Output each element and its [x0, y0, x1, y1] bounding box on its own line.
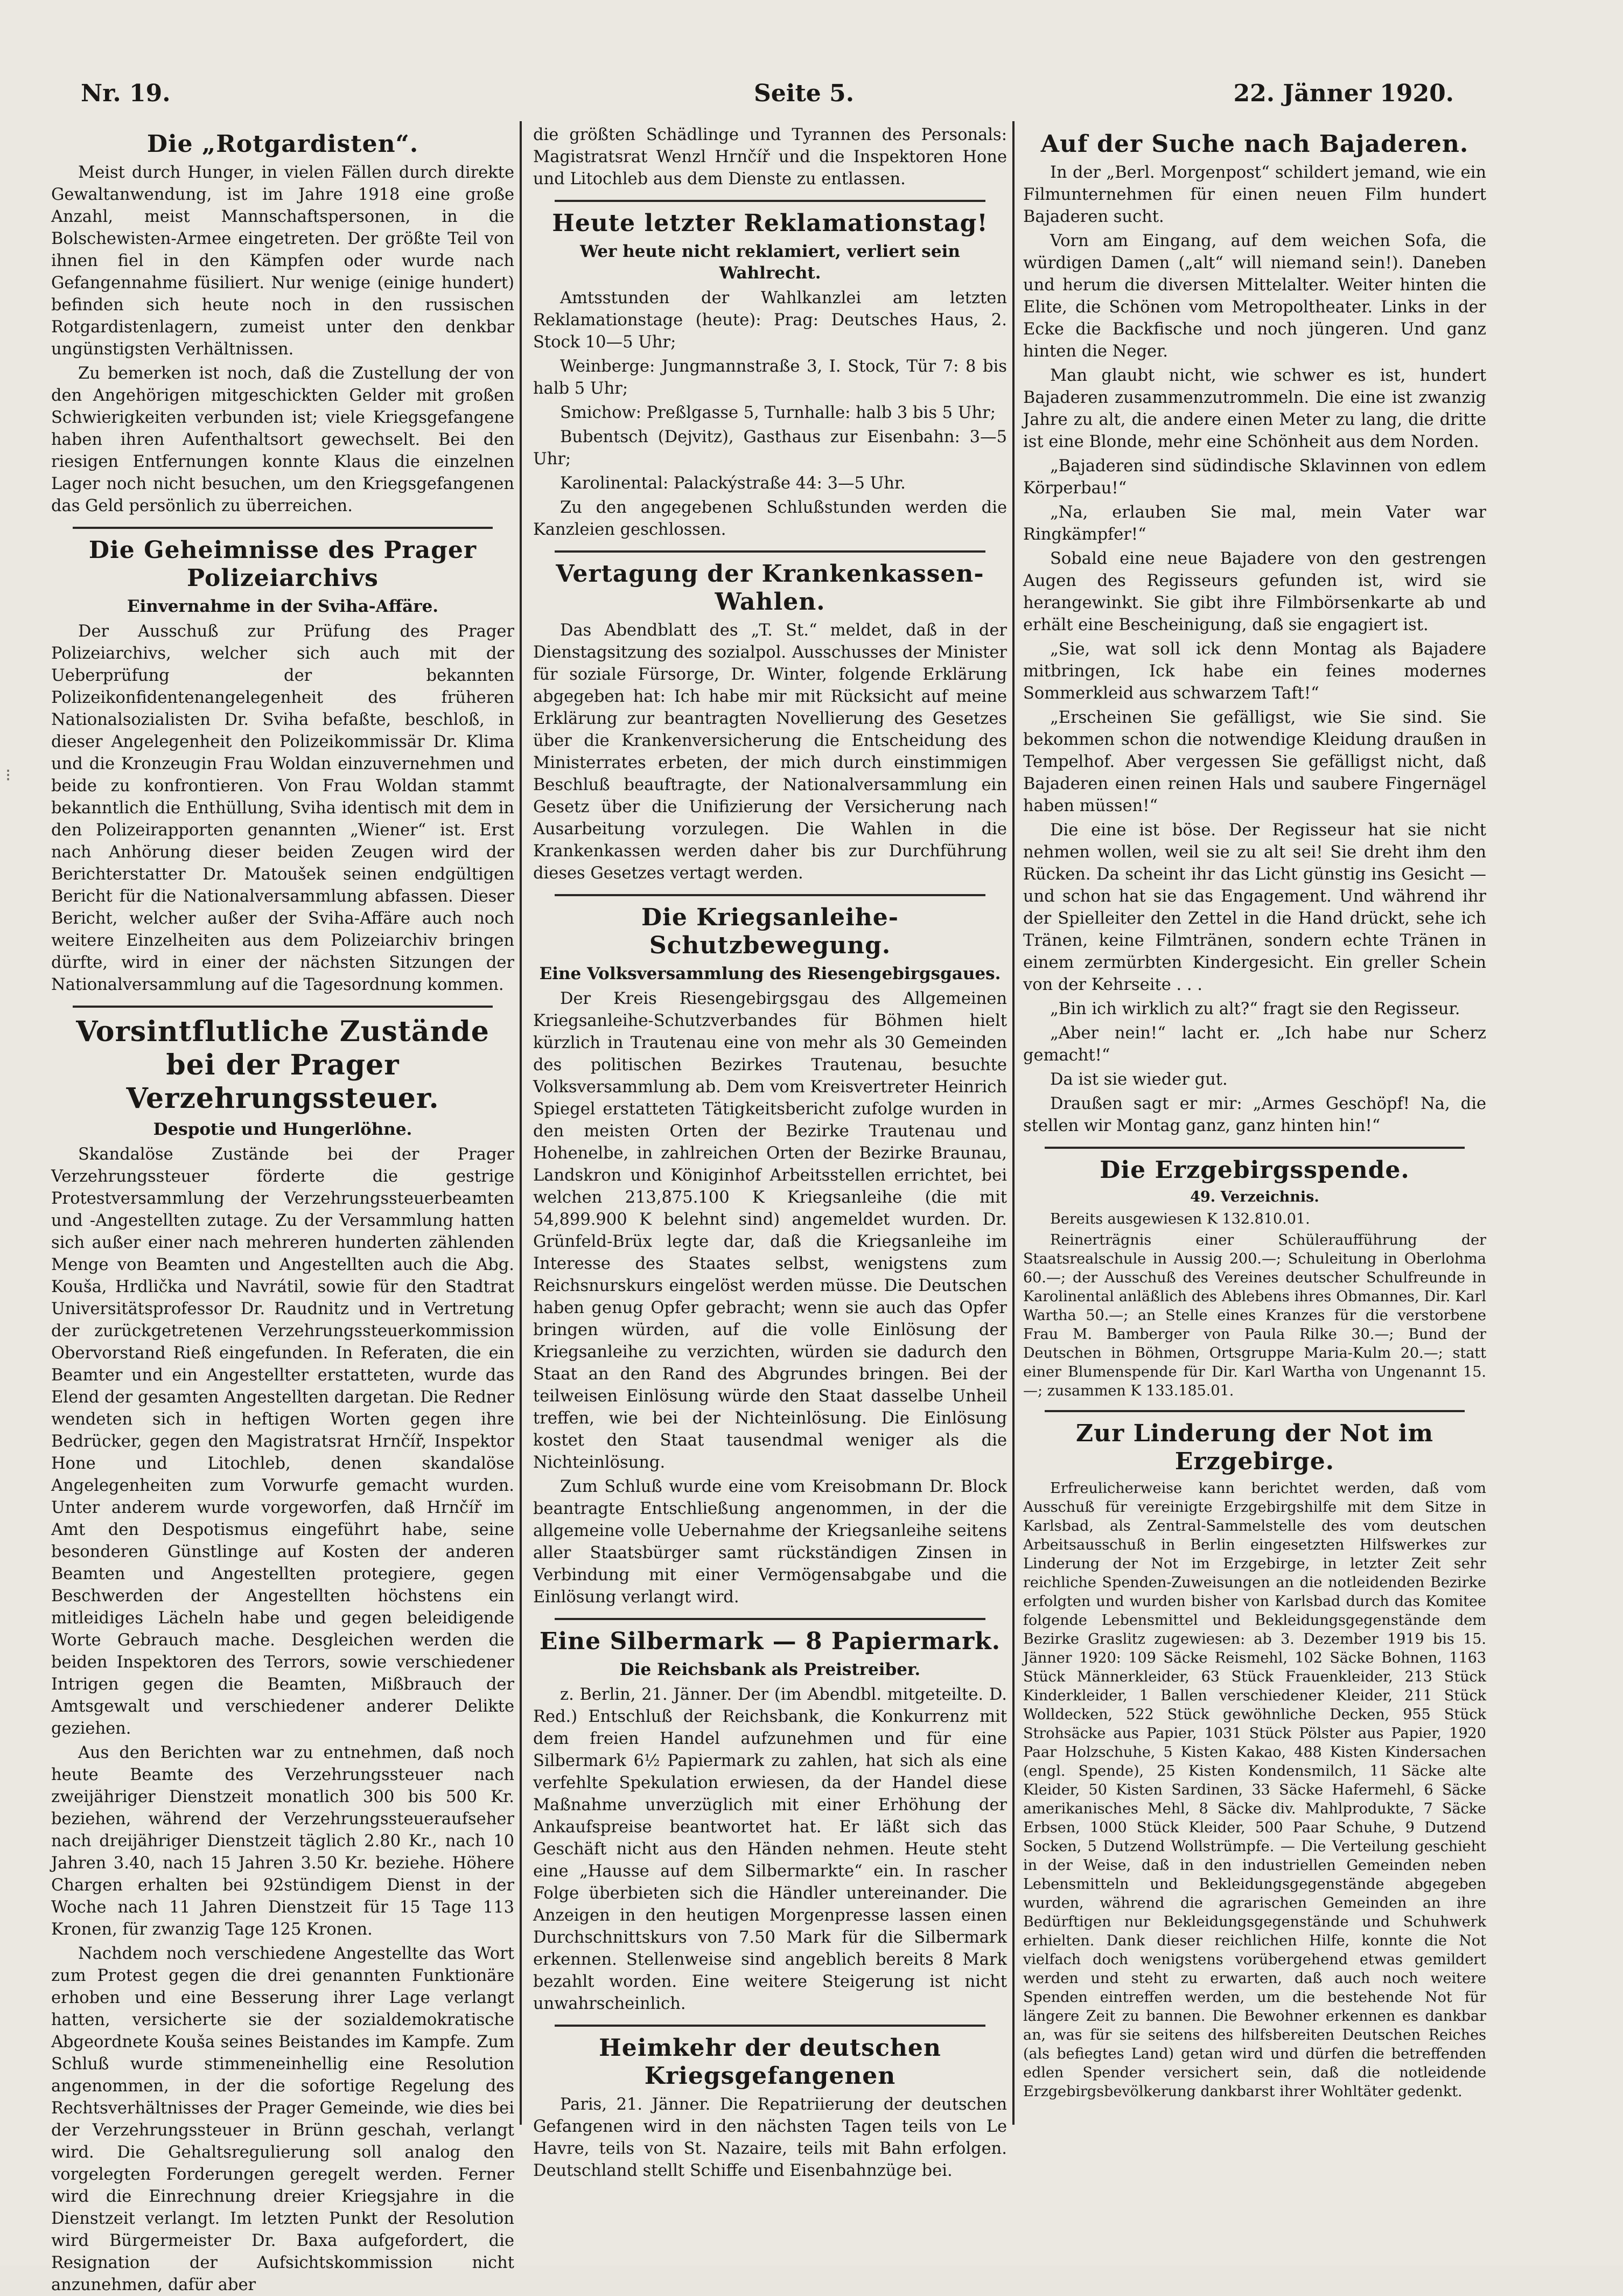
article-paragraph: „Sie, wat soll ick denn Montag als Bajadere mitbringen, Ick habe ein feines modernes Sommerkleid aus schwarzem Taft!“: [1023, 640, 1486, 703]
article-separator: [555, 2025, 985, 2027]
article-paragraph: Erfreulicherweise kann berichtet werden, daß vom Ausschuß für vereinigte Erzgebirgshilfe mit dem Sitze in Karlsbad, als Zentral-Sammelstelle des vom deutschen Arbeitsausschuß in Berlin eingesetzten Hilfswerkes zur Linderung der Not im Erzgebirge, in letzter Zeit sehr reichliche Spenden-Zuweisungen an die notleidenden Bezirke erfolgten und wurden bisher von Karlsbad durch das Komitee folgende Lebensmittel und Bekleidungsgegenstände dem Bezirke Graslitz zugewiesen: ab 3. Dezember 1919 bis 15. Jänner 1920: 109 Säcke Reismehl, 102 Säcke Bohnen, 1163 Stück Männerkleider, 63 Stück Frauenkleider, 213 Stück Kinderkleider, 1 Ballen verschiedener Kleider, 211 Stück Wolldecken, 522 Stück gewöhnliche Decken, 955 Stück Strohsäcke aus Papier, 1031 Stück Pölster aus Papier, 1920 Paar Holzschuhe, 5 Kisten Kakao, 488 Kisten Kindersachen (engl. Spende), 25 Kisten Kondensmilch, 11 Säcke alte Kleider, 50 Kisten Sardinen, 33 Säcke Hafermehl, 6 Säcke amerikanisches Mehl, 8 Säcke div. Mahlprodukte, 7 Säcke Erbsen, 1000 Stück Kleider, 500 Paar Schuhe, 9 Dutzend Socken, 5 Dutzend Wollstrümpfe. — Die Verteilung geschieht in der Weise, daß in den industriellen Gemeinden neben Lebensmitteln und Bekleidungsgegenstände abgegeben wurden, während die agrarischen Gemeinden an ihre Bedürftigen nur Bekleidungsgegenstände und Schuhwerk erhielten. Dank dieser reichlichen Hilfe, konnte die Not vielfach doch wenigstens vorübergehend etwas gemildert werden und steht zu erwarten, daß auch noch weitere Spenden eintreffen werden, um die bestehende Not für längere Zeit zu bannen. Die Bewohner erkennen es dankbar an, was für sie seitens des hilfsbereiten Deutschen Reiches (als befiegtes Land) getan wird und dürfen die betreffenden edlen Spender versichert sein, daß die notleidende Erzgebirgsbevölkerung dankbarst ihrer Wohltäter gedenkt.: [1023, 1480, 1486, 2100]
issue-date: 22. Jänner 1920.: [1233, 80, 1454, 107]
article-paragraph: Vorn am Eingang, auf dem weichen Sofa, die würdigen Damen („alt“ will niemand sein!). Daneben und herum die diversen Mittelalter. Weiter hinten die Elite, die Schönen vom Metropoltheater. Links in der Ecke die Backfische und noch jüngeren. Und ganz hinten die Neger.: [1023, 232, 1486, 361]
article-paragraph: „Bajaderen sind südindische Sklavinnen von edlem Körperbau!“: [1023, 457, 1486, 498]
article-title-erzgebirgsspende: Die Erzgebirgsspende.: [1100, 1156, 1410, 1184]
article-paragraph: Zu bemerken ist noch, daß die Zustellung der von den Angehörigen mitgeschickten Gelder mit großen Schwierigkeiten verbunden ist; viele Kriegsgefangene haben ihren Aufenthaltsort gewechselt. Bei den riesigen Entfernungen konnte Klaus die einzelnen Lager noch nicht besuchen, um den Kriegsgefangenen das Geld persönlich zu überreichen.: [51, 364, 514, 515]
article-subtitle: Despotie und Hungerlöhne.: [153, 1120, 412, 1139]
article-title-silbermark: Eine Silbermark — 8 Papiermark.: [539, 1628, 1001, 1655]
article-title-rotgardisten: Die „Rotgardisten“.: [146, 130, 419, 158]
article-paragraph: Sobald eine neue Bajadere von den gestrengen Augen des Regisseurs gefunden ist, wird sie herangewinkt. Sie gibt ihre Filmbörsenkarte ab und erhält eine Bescheinigung, daß sie engagiert ist.: [1023, 549, 1486, 634]
article-subtitle: 49. Verzeichnis.: [1190, 1189, 1319, 1205]
article-paragraph: Draußen sagt er mir: „Armes Geschöpf! Na, die stellen wir Montag ganz, ganz hinten hin!“: [1023, 1094, 1486, 1135]
article-paragraph: Der Ausschuß zur Prüfung des Prager Polizeiarchivs, welcher sich auch mit der Ueberprüfung der bekannten Polizeikonfidentenangelegenheit des früheren Nationalsozialisten Dr. Sviha befaßte, beschloß, in dieser Angelegenheit den Polizeikommissär Dr. Klima und die Kronzeugin Frau Woldan einzuvernehmen und beide zu konfrontieren. Von Frau Woldan stammt bekanntlich die Enthüllung, Sviha identisch mit dem in den Polizeirapporten genannten „Wiener“ ist. Erst nach Anhörung dieser beiden Zeugen wird der Berichterstatter Dr. Matoušek seinen endgültigen Bericht für die Nationalversammlung abfassen. Dieser Bericht, welcher außer der Sviha-Affäre auch noch weitere Einzelheiten aus dem Polizeiarchiv bringen dürfte, wird in einer der nächsten Sitzungen der Nationalversammlung auf die Tagesordnung kommen.: [51, 622, 514, 994]
article-title-kriegsanleihe: Die Kriegsanleihe-Schutzbewegung.: [641, 904, 899, 959]
column-rule-2: [1012, 121, 1015, 2125]
article-paragraph: „Bin ich wirklich zu alt?“ fragt sie den Regisseur.: [1050, 1000, 1460, 1018]
article-title-verzehrungssteuer: Vorsintflutliche Zustände bei der Prager Verzehrungssteuer.: [76, 1015, 489, 1115]
article-title-linderung: Zur Linderung der Not im Erzgebirge.: [1076, 1420, 1433, 1475]
column-3: [1023, 124, 1486, 2147]
article-paragraph: Reinerträgnis einer Schüleraufführung der Staatsrealschule in Aussig 200.—; Schuleitung in Oberlohma 60.—; der Ausschuß des Vereines deutscher Schulfreunde in Karolinental anläßlich des Ablebens ihres Obmannes, Dir. Karl Wartha 50.—; an Stelle eines Kranzes für die verstorbene Frau M. Bamberger von Paula Rilke 30.—; Bund der Deutschen in Böhmen, Ortsgruppe Maria-Kulm 20.—; statt einer Blumenspende für Dir. Karl Wartha von Ungenannt 15.—; zusammen K 133.185.01.: [1023, 1232, 1486, 1399]
article-paragraph: Amtsstunden der Wahlkanzlei am letzten Reklamationstage (heute): Prag: Deutsches Haus, 2. Stock 10—5 Uhr;: [533, 289, 1007, 352]
article-paragraph: Karolinental: Palackýstraße 44: 3—5 Uhr.: [560, 474, 906, 493]
article-paragraph: Weinberge: Jungmannstraße 3, I. Stock, Tür 7: 8 bis halb 5 Uhr;: [533, 357, 1007, 398]
article-subtitle: Wer heute nicht reklamiert, verliert sein Wahlrecht.: [580, 242, 960, 283]
article-paragraph: „Aber nein!“ lacht er. „Ich habe nur Scherz gemacht!“: [1023, 1024, 1486, 1065]
article-separator: [73, 1006, 493, 1008]
article-paragraph: Paris, 21. Jänner. Die Repatriierung der deutschen Gefangenen wird in den nächsten Tagen teils von Le Havre, teils von St. Nazaire, teils mit Bahn erfolgen. Deutschland stellt Schiffe und Eisenbahnzüge bei.: [533, 2095, 1007, 2180]
article-paragraph: Da ist sie wieder gut.: [1050, 1070, 1228, 1089]
article-paragraph: Nachdem noch verschiedene Angestellte das Wort zum Protest gegen die drei genannten Funktionäre erhoben und eine Besserung ihrer Lage verlangt hatten, versicherte sie der sozialdemokratische Abgeordnete Kouša seines Beistandes im Kampfe. Zum Schluß wurde stimmeneinhellig eine Resolution angenommen, in der die sofortige Regelung des Rechtsverhältnisses der Prager Gemeinde, wie dies bei der Verzehrungssteuer in Brünn geschah, verlangt wird. Die Gehaltsregulierung soll analog den vorgelegten Forderungen geregelt werden. Ferner wird die Einrechnung dreier Kriegsjahre in die Dienstzeit verlangt. Im letzten Punkt der Resolution wird Bürgermeister Dr. Baxa aufgefordert, die Resignation der Aufsichtskommission nicht anzunehmen, dafür aber: [51, 1944, 514, 2294]
article-paragraph: Bereits ausgewiesen K 132.810.01.: [1050, 1211, 1310, 1227]
article-paragraph: Skandalöse Zustände bei der Prager Verzehrungssteuer förderte die gestrige Protestversammlung der Verzehrungssteuerbeamten und -Angestellten zutage. Zu der Versammlung hatten sich außer einer nach mehreren hunderten zählenden Menge von Beamten und Angestellten auch die Abg. Kouša, Hrdlička und Navrátil, sowie für den Stadtrat Universitätsprofessor Dr. Raudnitz und in Vertretung der zurückgetretenen Verzehrungssteuerkommission Obervorstand Rieß eingefunden. In Referaten, die ein Beamter und ein Angestellter erstatteten, wurde das Elend der gesamten Angestellten dargetan. Die Redner wendeten sich in heftigen Worten gegen ihre Bedrücker, gegen den Magistratsrat Hrnčíř, Inspektor Hone und Litochleb, denen skandalöse Angelegenheiten zum Vorwurfe gemacht wurden. Unter anderem wurde vorgeworfen, daß Hrnčíř im Amt den Despotismus eingeführt habe, seine besonderen Günstlinge auf Kosten der anderen Beamten und Angestellten protegiere, gegen Beschwerden der Angestellten höchstens ein mitleidiges Lächeln habe und gegen beleidigende Worte Gebrauch mache. Desgleichen werden die beiden Inspektoren des Terrors, sowie verschiedener Intrigen gegen die Beamten, Mißbrauch der Amtsgewalt und verschiedener anderer Delikte geziehen.: [51, 1145, 514, 1738]
article-subtitle: Eine Volksversammlung des Riesengebirgsgaues.: [539, 964, 1001, 983]
article-paragraph: Der Kreis Riesengebirgsgau des Allgemeinen Kriegsanleihe-Schutzverbandes für Böhmen hielt kürzlich in Trautenau eine von mehr als 30 Gemeinden des politischen Bezirkes Trautenau, besuchte Volksversammlung ab. Dem vom Kreisvertreter Heinrich Spiegel erstatteten Tätigkeitsbericht zufolge wurden in den meisten Orten der Bezirke Trautenau und Hohenelbe, in zahlreichen Orten der Bezirke Braunau, Landskron und Königinhof Arbeitsstellen errichtet, bei welchen 213,875.100 K Kriegsanleihe (die mit 54,899.900 K belehnt sind) angemeldet wurden. Dr. Grünfeld-Brüx legte dar, daß die Kriegsanleihe im Interesse des Staates selbst, wenigstens zum Reichsnurskurs eingelöst werden müsse. Die Deutschen haben genug Opfer gebracht; wenn sie auch das Opfer bringen würden, auf die volle Einlösung der Kriegsanleihe zu verzichten, würden sie dadurch den Staat an den Rand des Abgrundes bringen. Bei der teilweisen Einlösung würde den Staat dasselbe Unheil treffen, wie bei der Nichteinlösung. Die Einlösung kostet den Staat tausendmal weniger als die Nichteinlösung.: [533, 989, 1007, 1472]
margin-mark: ⁝: [5, 765, 11, 785]
article-title-krankenkassen: Vertagung der Krankenkassen-Wahlen.: [556, 560, 984, 616]
issue-number: Nr. 19.: [81, 80, 171, 107]
article-separator: [555, 550, 985, 553]
article-title-reklamationstag: Heute letzter Reklamationstag!: [552, 210, 988, 237]
page-number: Seite 5.: [754, 80, 855, 107]
article-separator: [555, 200, 985, 202]
article-subtitle: Die Reichsbank als Preistreiber.: [619, 1660, 921, 1679]
article-title-kriegsgefangene: Heimkehr der deutschen Kriegsgefangenen: [599, 2034, 941, 2090]
article-paragraph: In der „Berl. Morgenpost“ schildert jemand, wie ein Filmunternehmen für einen neuen Film hundert Bajaderen sucht.: [1023, 163, 1486, 226]
article-title-polizeiarchiv: Die Geheimnisse des Prager Polizeiarchivs: [88, 536, 477, 592]
article-paragraph: „Erscheinen Sie gefälligst, wie Sie sind. Sie bekommen schon die notwendige Kleidung draußen in Tempelhof. Aber vergessen Sie gefälligst nicht, daß Bajaderen einen reinen Hals und saubere Fingernägel haben müssen!“: [1023, 708, 1486, 815]
article-paragraph: Zu den angegebenen Schlußstunden werden die Kanzleien geschlossen.: [533, 498, 1007, 539]
article-title-bajaderen: Auf der Suche nach Bajaderen.: [1040, 130, 1469, 158]
article-separator: [555, 1618, 985, 1620]
article-paragraph: Bubentsch (Dejvitz), Gasthaus zur Eisenbahn: 3—5 Uhr;: [533, 428, 1007, 469]
article-subtitle: Einvernahme in der Sviha-Affäre.: [127, 597, 439, 616]
article-paragraph: Smichow: Preßlgasse 5, Turnhalle: halb 3 bis 5 Uhr;: [560, 403, 996, 422]
article-paragraph: z. Berlin, 21. Jänner. Der (im Abendbl. mitgeteilte. D. Red.) Entschluß der Reichsbank, die Konkurrenz mit dem freien Handel aufzunehmen und für eine Silbermark 6½ Papiermark zu zahlen, hat sich als eine verfehlte Spekulation erwiesen, da der Handel diese Maßnahme unverzüglich mit einer Erhöhung der Ankaufspreise beantwortet hat. Er läßt sich das Geschäft nicht aus den Händen nehmen. Heute steht eine „Hausse auf dem Silbermarkte“ ein. In rascher Folge überbieten sich die Händler untereinander. Die Anzeigen in den heutigen Morgenpresse lassen einen Durchschnittskurs von 7.50 Mark für die Silbermark erkennen. Stellenweise sind angeblich bereits 8 Mark bezahlt worden. Eine weitere Steigerung ist nicht unwahrscheinlich.: [533, 1685, 1007, 2013]
article-separator: [1045, 1410, 1465, 1412]
article-separator: [555, 894, 985, 896]
column-2: [533, 124, 1007, 2180]
article-paragraph: Meist durch Hunger, in vielen Fällen durch direkte Gewaltanwendung, ist im Jahre 1918 eine große Anzahl, meist Mannschaftspersonen, in die Bolschewisten-Armee eingetreten. Der größte Teil von ihnen fiel in den Kämpfen oder wurde nach Gefangennahme füsiliert. Nur wenige (einige hundert) befinden sich heute noch in den russischen Rotgardistenlagern, zumeist unter den denkbar ungünstigsten Verhältnissen.: [51, 163, 514, 359]
article-paragraph: Die eine ist böse. Der Regisseur hat sie nicht nehmen wollen, weil sie zu alt sei! Sie dreht ihm den Rücken. Da scheint ihr das Licht günstig ins Gesicht — und schon hat sie das Engagement. Und während ihr der Spielleiter den Zettel in die Hand drückt, sehe ich Tränen, keine Filmtränen, sondern echte Tränen in einem zermürbten Kindergesicht. Ein greller Schein von der Kehrseite . . .: [1023, 821, 1486, 994]
article-paragraph: „Na, erlauben Sie mal, mein Vater war Ringkämpfer!“: [1023, 503, 1486, 544]
article-paragraph: Aus den Berichten war zu entnehmen, daß noch heute Beamte des Verzehrungssteuer nach zweijähriger Dienstzeit monatlich 300 bis 500 Kr. beziehen, während der Verzehrungssteueraufseher nach dreijähriger Dienstzeit täglich 2.80 Kr., nach 10 Jahren 3.40, nach 15 Jahren 3.50 Kr. beziehe. Höhere Chargen erhalten bei 92stündigem Dienst in der Woche nach 11 Jahren Dienstzeit für 15 Tage 113 Kronen, für zwanzig Tage 125 Kronen.: [51, 1743, 514, 1939]
article-separator: [1045, 1147, 1465, 1149]
column-1: [51, 124, 514, 2294]
article-paragraph: die größten Schädlinge und Tyrannen des Personals: Magistratsrat Wenzl Hrnčíř und die Inspektoren Hone und Litochleb aus dem Dienste zu entlassen.: [533, 125, 1007, 189]
article-paragraph: Man glaubt nicht, wie schwer es ist, hundert Bajaderen zusammenzutrommeln. Die eine ist zwanzig Jahre zu alt, die andere einen Meter zu lang, die dritte ist eine Blonde, mehr eine Schönheit aus dem Norden.: [1023, 366, 1486, 451]
column-rule-1: [520, 121, 522, 2125]
page-header: [70, 80, 1454, 117]
article-paragraph: Zum Schluß wurde eine vom Kreisobmann Dr. Block beantragte Entschließung angenommen, in der die allgemeine volle Uebernahme der Kriegsanleihe seitens aller Staatsbürger samt rückständigen Zinsen in Verbindung mit einer Vermögensabgabe und die Einlösung verlangt wird.: [533, 1477, 1007, 1607]
article-separator: [73, 527, 493, 529]
article-paragraph: Das Abendblatt des „T. St.“ meldet, daß in der Dienstagsitzung des sozialpol. Ausschusses der Minister für soziale Fürsorge, Dr. Winter, folgende Erklärung abgegeben hat: Ich habe mir mit Rücksicht auf meine Erklärung zur beantragten Novellierung des Gesetzes über die Krankenversicherung die Entscheidung des Ministerrates erbeten, der mich durch einstimmigen Beschluß beauftragte, der Nationalversammlung ein Gesetz über die Unifizierung der Versicherung nach Ausarbeitung vorzulegen. Die Wahlen in die Krankenkassen werden daher bis zur Durchführung dieses Gesetzes vertagt werden.: [533, 621, 1007, 883]
